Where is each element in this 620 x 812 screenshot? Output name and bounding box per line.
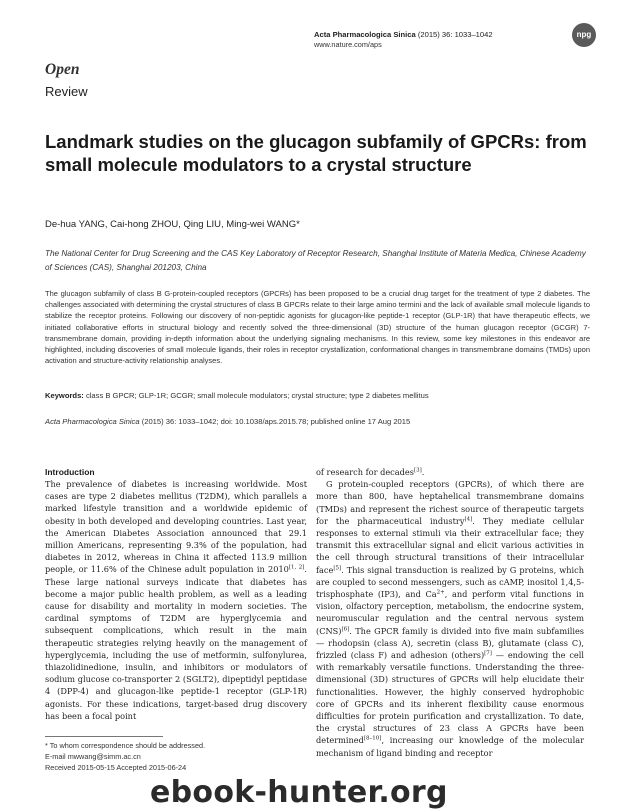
- author-affiliation: The National Center for Drug Screening and the CAS Key Laboratory of Receptor Research, Shanghai Institute of Materia Medica, Chinese Academy of Sciences (CAS), Shanghai 201203, China: [45, 249, 586, 272]
- npg-logo: npg: [572, 23, 596, 47]
- article-title: Landmark studies on the glucagon subfamily of GPCRs: from small molecule modulators to a crystal structure: [45, 131, 587, 175]
- paragraph: The prevalence of diabetes is increasing worldwide. Most cases are type 2 diabetes mellitus (T2DM), which parallels a marked lifestyle transition and a worldwide epidemic of obesity in both developed and developing countries. Last year, the American Diabetes Association announced that 29.1 million Americans, representing 9.3% of the population, had diabetes in 2012, whereas in China it affected 113.9 million people, or 11.6% of the Chinese adult population in 2010[1, 2]. These large national surveys indicate that diabetes has become a major public health problem, as well as a leading cause for disability and mortality in modern societies. The cardinal symptoms of T2DM are hyperglycemia and subsequent complications, which result in the main therapeutic strategies relying heavily on the management of hyperglycemia, including the use of metformin, sulfonylurea, thiazolidinedione, insulin, and inhibitors or modulators of sodium glucose co-transporter 2 (SGLT2), dipeptidyl peptidase 4 (DPP-4) and glucagon-like peptide-1 receptor (GLP-1R) agonists. For these indications, target-based drug discovery has been a focal point: [45, 479, 307, 721]
- reference-link[interactable]: [6]: [341, 625, 350, 632]
- reference-link[interactable]: [1, 2]: [288, 564, 305, 571]
- section-heading-introduction: Introduction: [45, 467, 95, 477]
- keywords-label: Keywords:: [45, 391, 84, 400]
- reference-link[interactable]: [4]: [464, 516, 473, 523]
- journal-citation-header: [314, 30, 574, 40]
- reference-link[interactable]: [5]: [333, 564, 342, 571]
- footnote-divider: [45, 736, 163, 737]
- received-accepted-dates: Received 2015-05-15 Accepted 2015-06-24: [45, 763, 187, 772]
- paragraph: G protein-coupled receptors (GPCRs), of which there are more than 800, have heptahelical transmembrane domains (TMDs) and represent the richest source of therapeutic targets for the pharmaceutical industry[4]. They mediate cellular responses to external stimuli via their extracellular face; they transmit this extracellular signal and elicit various activities in the cell through structural transitions of their intracellular face[5]. This signal transduction is realized by G proteins, which are coupled to second messengers, such as cAMP, inositol 1,4,5-trisphosphate (IP3), and $Ca^{2+}$, and perform vital functions in vision, olfactory perception, metabolism, the endocrine system, neuromuscular regulation and the central nervous system (CNS)[6]. The GPCR family is divided into five main subfamilies — rhodopsin (class A), secretin (class B), glutamate (class C), frizzled (class F) and adhesion (others)[7] — endowing the cell with remarkably versatile functions. Understanding the three-dimensional (3D) structures of GPCRs will help elucidate their functionalities. However, the highly conserved hydrophobic core of GPCRs and its inherent flexibility cause enormous difficulties for protein purification and crystallization. To date, the crystal structures of 23 class A GPCRs have been determined[8–10], increasing our knowledge of the molecular mechanism of ligand binding and receptor: [316, 479, 585, 758]
- keywords-list: class B GPCR; GLP-1R; GCGR; small molecule modulators; crystal structure; type 2 diabetes mellitus: [85, 391, 429, 400]
- citation-journal: Acta Pharmacologica Sinica: [45, 417, 140, 426]
- article-type-label: Review: [45, 84, 88, 99]
- citation-details: (2015) 36: 1033–1042; doi: 10.1038/aps.2015.78; published online 17 Aug 2015: [141, 417, 411, 426]
- abstract: The glucagon subfamily of class B G-protein-coupled receptors (GPCRs) has been proposed to be a crucial drug target for the treatment of type 2 diabetes. The challenges associated with determining the crystal structures of class B GPCRs relate to their large amino termini and the lack of available small molecule ligands to stabilize the receptor proteins. Following our discovery of non-peptidic agonists for glucagon-like peptide-1 receptor (GLP-1R) that have therapeutic effects, we initiated collaborative efforts in structural biology and recently solved the three-dimensional (3D) structure of the human glucagon receptor (GCGR) 7-transmembrane domain, providing in-depth information about the underlying signaling mechanisms. In this review, some key milestones in this endeavor are highlighted, including discoveries of small molecule ligands, their roles in receptor crystallization, conformational changes in transmembrane domains (TMDs) upon activation and structure-activity relationship analyses.: [45, 289, 590, 366]
- body-column-left: [45, 466, 307, 722]
- reference-link[interactable]: [8–10]: [363, 735, 382, 742]
- correspondence-email[interactable]: E-mail mwwang@simm.ac.cn: [45, 752, 141, 761]
- paragraph: of research for decades[3].: [316, 467, 425, 477]
- journal-volume: (2015) 36: 1033–1042: [417, 30, 493, 39]
- reference-link[interactable]: [7]: [484, 650, 492, 657]
- footnotes: [45, 740, 205, 773]
- superscript: 2+: [436, 589, 445, 596]
- keywords: [45, 391, 590, 400]
- body-column-right: [316, 466, 584, 759]
- watermark: ebook-hunter.org: [150, 775, 448, 810]
- author-list: De-hua YANG, Cai-hong ZHOU, Qing LIU, Ming-wei WANG*: [45, 219, 300, 230]
- open-access-label: Open: [45, 61, 80, 78]
- journal-url[interactable]: www.nature.com/aps: [314, 40, 382, 49]
- journal-name: Acta Pharmacologica Sinica: [314, 30, 416, 39]
- correspondence-note: * To whom correspondence should be addressed.: [45, 741, 206, 750]
- journal-header: [314, 30, 574, 50]
- reference-link[interactable]: [3]: [413, 467, 422, 474]
- citation-line: [45, 417, 590, 426]
